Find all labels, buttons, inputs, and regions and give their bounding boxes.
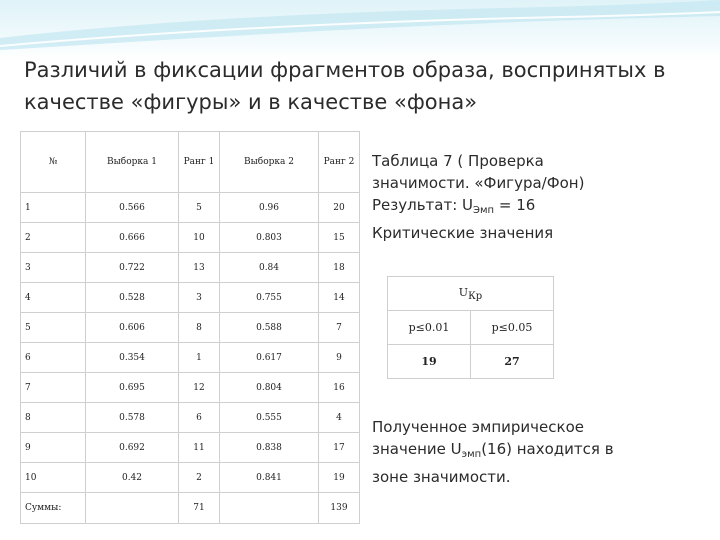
sum-label: Суммы: [21,493,86,524]
critical-header-sub: Кр [468,290,483,302]
cell-rank-1: 5 [179,193,220,223]
cell-sample-2: 0.804 [220,373,319,403]
critical-p-001: p≤0.01 [388,311,471,345]
conclusion [372,416,672,488]
cell-rank-2: 14 [319,283,360,313]
header-rank-1: Ранг 1 [179,132,220,193]
cell-rank-2: 4 [319,403,360,433]
header-rank-2: Ранг 2 [319,132,360,193]
table-row [21,373,360,403]
header-number: № [21,132,86,193]
conclusion-line-3: зоне значимости. [372,468,511,486]
header-sample-1: Выборка 1 [86,132,179,193]
critical-p-005: p≤0.05 [471,311,554,345]
cell-sample-2: 0.838 [220,433,319,463]
cell-number: 10 [21,463,86,493]
critical-value-005: 27 [471,345,554,379]
cell-rank-1: 10 [179,223,220,253]
table-row [21,313,360,343]
cell-number: 4 [21,283,86,313]
cell-rank-1: 6 [179,403,220,433]
header-swoosh [0,0,720,60]
cell-rank-1: 8 [179,313,220,343]
test-info [372,150,672,244]
test-info-result [372,194,672,222]
conclusion-prefix: значение U [372,440,462,458]
table-row [21,463,360,493]
sum-rank-2: 139 [319,493,360,524]
result-subscript: Эмп [473,205,495,216]
cell-number: 1 [21,193,86,223]
result-suffix: = 16 [494,196,536,214]
cell-sample-1: 0.528 [86,283,179,313]
cell-sample-1: 0.42 [86,463,179,493]
test-info-line-2: значимости. «Фигура/Фон) [372,174,585,192]
cell-number: 3 [21,253,86,283]
cell-number: 6 [21,343,86,373]
sum-empty-1 [86,493,179,524]
cell-sample-1: 0.695 [86,373,179,403]
cell-rank-2: 7 [319,313,360,343]
slide-title-line-2: качестве «фигуры» и в качестве «фона» [24,90,478,114]
cell-number: 7 [21,373,86,403]
conclusion-subscript: эмп [461,449,482,460]
cell-rank-2: 18 [319,253,360,283]
cell-rank-1: 1 [179,343,220,373]
cell-sample-1: 0.692 [86,433,179,463]
cell-rank-2: 9 [319,343,360,373]
table-body [21,193,360,524]
cell-rank-1: 13 [179,253,220,283]
cell-number: 8 [21,403,86,433]
cell-rank-1: 3 [179,283,220,313]
slide-title [24,54,714,118]
test-info-line-4: Критические значения [372,224,554,242]
table-row [21,253,360,283]
table-row [21,403,360,433]
cell-rank-2: 19 [319,463,360,493]
cell-sample-2: 0.96 [220,193,319,223]
cell-sample-2: 0.588 [220,313,319,343]
ranks-table [20,131,360,524]
cell-sample-2: 0.84 [220,253,319,283]
cell-sample-2: 0.755 [220,283,319,313]
header-sample-2: Выборка 2 [220,132,319,193]
cell-rank-2: 15 [319,223,360,253]
table-header-row [21,132,360,193]
cell-rank-2: 17 [319,433,360,463]
critical-header-main: U [458,285,469,299]
table-sum-row [21,493,360,524]
cell-sample-2: 0.555 [220,403,319,433]
critical-value-001: 19 [388,345,471,379]
cell-sample-1: 0.354 [86,343,179,373]
cell-sample-2: 0.617 [220,343,319,373]
sum-empty-2 [220,493,319,524]
critical-value-row [388,345,554,379]
result-prefix: Результат: U [372,196,474,214]
critical-header [388,277,554,311]
conclusion-suffix: (16) находится в [481,440,614,458]
sum-rank-1: 71 [179,493,220,524]
cell-sample-1: 0.666 [86,223,179,253]
critical-p-row [388,311,554,345]
table-row [21,343,360,373]
cell-number: 9 [21,433,86,463]
cell-sample-2: 0.803 [220,223,319,253]
cell-rank-1: 2 [179,463,220,493]
conclusion-line-1: Полученное эмпирическое [372,418,584,436]
critical-values-table [387,276,554,379]
cell-rank-2: 20 [319,193,360,223]
cell-sample-1: 0.566 [86,193,179,223]
table-row [21,433,360,463]
cell-number: 5 [21,313,86,343]
cell-rank-1: 11 [179,433,220,463]
cell-sample-2: 0.841 [220,463,319,493]
cell-number: 2 [21,223,86,253]
table-row [21,223,360,253]
critical-header-row [388,277,554,311]
cell-sample-1: 0.578 [86,403,179,433]
cell-rank-1: 12 [179,373,220,403]
conclusion-line-2 [372,438,672,466]
table-row [21,193,360,223]
table-row [21,283,360,313]
slide-title-line-1: Различий в фиксации фрагментов образа, воспринятых в [24,58,666,82]
cell-rank-2: 16 [319,373,360,403]
cell-sample-1: 0.722 [86,253,179,283]
cell-sample-1: 0.606 [86,313,179,343]
test-info-line-1: Таблица 7 ( Проверка [372,152,544,170]
